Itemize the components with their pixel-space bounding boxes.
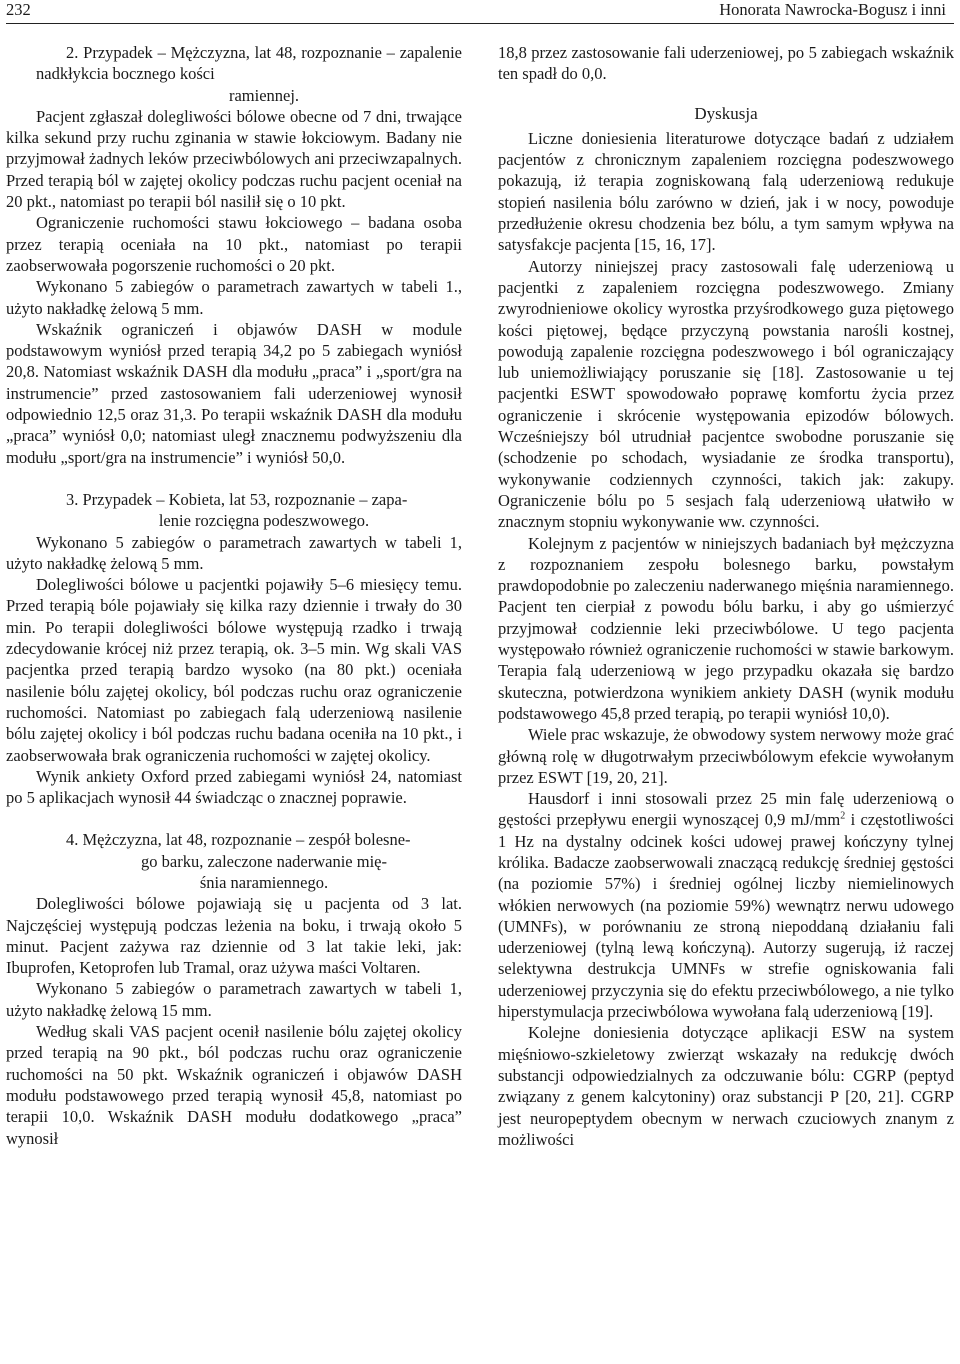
case4-heading: 4. Mężczyzna, lat 48, rozpoznanie – zespół bolesne- go barku, zaleczone naderwanie mię- śnia naramiennego. [6,829,462,893]
case4-paragraph-1: Dolegliwości bólowe pojawiają się u pacjenta od 3 lat. Najczęściej występują podczas leżenia na boku, i trwają około 5 minut. Pacjent zażywa raz dziennie od 3 lat takie leki, jak: Ibuprofen, Ketoprofen lub Tramal, oraz używa maści Voltaren. [6,894,462,978]
page-number: 232 [6,0,31,19]
discussion-paragraph-3: Kolejnym z pacjentów w niniejszych badaniach był mężczyzna z rozpoznaniem zespołu bolesnego barku, powstałym prawdopodobnie po zaleczeniu naderwanego mięśnia naramiennego. Pacjent ten cierpiał z powodu bólu barku, i aby go uśmierzyć przyjmował codziennie leki przeciwbólowe. U tego pacjenta występowało również ograniczenie ruchomości w stawie barkowym. Terapia falą uderzeniową w jego przypadku okazała się bardzo skuteczna, potwierdzona wynikiem ankiety DASH (wynik modułu podstawowego 45,8 przed terapią, po terapii wyniósł 10,0). [498,533,954,723]
superscript-2: 2 [840,810,846,822]
case4-heading-continuation-2: śnia naramiennego. [199,872,329,892]
case3-heading: 3. Przypadek – Kobieta, lat 53, rozpoznanie – zapa- lenie rozcięgna podeszwowego. [6,489,462,532]
continued-paragraph: 18,8 przez zastosowanie fali uderzeniowej, po 5 zabiegach wskaźnik ten spadł do 0,0. [498,43,954,84]
case2-paragraph-4: Wskaźnik ograniczeń i objawów DASH w module podstawowym wyniósł przed terapią 34,2 po 5 zabiegach wyniósł 20,8. Natomiast wskaźnik DASH dla modułu „praca” i „sport/gra na instrumencie” przed zastosowaniem fali uderzeniowej wynosił odpowiednio 12,5 oraz 31,3. Po terapii wskaźnik DASH dla modułu „praca” wyniósł 0,0; natomiast uległ znacznemu podwyższeniu dla modułu „sport/gra na instrumencie” i wyniósł 50,0. [6,319,462,467]
section-title-dyskusja: Dyskusja [694,103,758,123]
case4-paragraph-3: Według skali VAS pacjent ocenił nasilenie bólu zajętej okolicy przed terapią na 90 pkt., ból podczas ruchu oraz ograniczenie ruchomości na 50 pkt. Wskaźnik ograniczeń i objawów DASH modułu podstawowego przed terapią wynosił 45,8, natomiast po terapii 10,0. Wskaźnik DASH modułu dodatkowego „praca” wynosił [6,1022,462,1148]
case2-heading-continuation: ramiennej. [228,85,300,105]
case2-paragraph-1: Pacjent zgłaszał dolegliwości bólowe obecne od 7 dni, trwające kilka sekund przy ruchu zginania w stawie łokciowym. Badany nie przyjmował żadnych leków przeciwbólowych ani przeciwzapalnych. Przed terapią ból w zajętej okolicy podczas ruchu pacjent oceniał na 20 pkt., natomiast po terapii ból nasilił się o 10 pkt. [6,106,462,212]
discussion-paragraph-5: Hausdorf i inni stosowali przez 25 min falę uderzeniową o gęstości przepływu energii wynoszącej 0,9 $mJ/mm^2$ i częstotliwości 1 Hz na dystalny odcinek kości udowej prawej kończyny tylnej królika. Badacze zaobserwowali znaczącą redukcję średniej gęstości (na poziomie 57%) i średniej ogólnej liczby niemielinowych włókien nerwowych (na poziomie 59%) wewnątrz nerwu udowego (UMNFs), w porównaniu ze stroną niepoddaną działaniu fali uderzeniowej (tylną lewą kończyną). Autorzy sugerują, iż raczej selektywna destrukcja UMNFs w strefie ogniskowania fali uderzeniowej przyczynia się do efektu przeciwbólowego, a nie tylko hiperstymulacja przeciwbólowa wywołana falą uderzeniową [19]. [498,789,954,1022]
discussion-paragraph-6: Kolejne doniesienia dotyczące aplikacji ESW na system mięśniowo-szkieletowy zwierząt wskazały na redukcję dwóch substancji odpowiedzialnych za odczuwanie bólu: CGRP (peptyd związany z genem kalcytoniny) oraz substancji P [20, 21]. CGRP jest neuropeptydem obecnym w nerwach czuciowych znanym z możliwości [498,1023,954,1149]
case3-paragraph-2: Dolegliwości bólowe u pacjentki pojawiły 5–6 miesięcy temu. Przed terapią bóle pojawiały się kilka razy dziennie i trwały do 30 min. Po terapii dolegliwości bólowe występują rzadko i trwają zdecydowanie krócej niż przez terapią, ok. 3–5 min. Wg skali VAS pacjentka przed terapią bardzo wysoko (na 80 pkt.) oceniała nasilenie bólu zajętej okolicy, ból podczas ruchu oraz ograniczenie ruchomości. Natomiast po zabiegach falą uderzeniową nasilenie bólu zajętej okolicy i ból podczas ruchu badana oceniła na 10 pkt., i zaobserwowała brak ograniczenia ruchomości w zajętej okolicy. [6,575,462,765]
case4-paragraph-2: Wykonano 5 zabiegów o parametrach zawartych w tabeli 1, użyto nakładkę żelową 15 mm. [6,979,462,1020]
discussion-paragraph-4: Wiele prac wskazuje, że obwodowy system nerwowy może grać główną rolę w długotrwałym przeciwbólowym efekcie wywołanym przez ESWT [19, 20, 21]. [498,725,954,787]
discussion-paragraph-2: Autorzy niniejszej pracy zastosowali falę uderzeniową u pacjentki z zapaleniem rozcięgna podeszwowego. Zmiany zwyrodnieniowe okolicy wyrostka przyśrodkowego guza piętowego kości piętowej, będące przyczyną powstania narośli kostnej, powodują zapalenie rozcięgna podeszwowego i ból ograniczający lub uniemożliwiający poruszanie się [18]. Zastosowanie u tej pacjentki ESWT spowodowało poprawę komfortu życia przez ograniczenie i skrócenie występowania epizodów bólowych. Wcześniejszy ból utrudniał pacjentce swobodne poruszanie się (schodzenie po schodach, wysiadanie ze środka transportu), wykonywanie codziennych czynności, takich jak: zakupy. Ograniczenie bólu po 5 sesjach falą uderzeniową ułatwiło w znacznym stopniu wykonywanie ww. czynności. [498,256,954,532]
running-title: Honorata Nawrocka-Bogusz i inni [719,0,946,19]
page-header [6,0,954,22]
right-column [498,42,954,1150]
case4-heading-continuation-1: go barku, zaleczone naderwanie mię- [141,851,387,871]
case2-paragraph-2: Ograniczenie ruchomości stawu łokciowego – badana osoba przez terapią oceniała na 10 pkt., natomiast po terapii zaobserwowała pogorszenie ruchomości o 20 pkt. [6,213,462,275]
case2-heading: 2. Przypadek – Mężczyzna, lat 48, rozpoznanie – zapalenie nadkłykcia bocznego kości ramiennej. [36,43,462,105]
left-column [6,42,462,1149]
case2-paragraph-3: Wykonano 5 zabiegów o parametrach zawartych w tabeli 1., użyto nakładkę żelową 5 mm. [6,277,462,318]
case3-paragraph-1: Wykonano 5 zabiegów o parametrach zawartych w tabeli 1, użyto nakładkę żelową 5 mm. [6,532,462,573]
discussion-paragraph-1: Liczne doniesienia literaturowe dotyczące badań z udziałem pacjentów z chronicznym zapaleniem rozcięgna podeszwowego pokazują, iż terapia zogniskowaną falą uderzeniową redukuje stopień nasilenia bólu zarówno w dzień, jak i w nocy, powoduje przedłużenie okresu chodzenia bez bólu, a tym samym wpływa na satysfakcje pacjenta [15, 16, 17]. [498,128,954,255]
case3-paragraph-3: Wynik ankiety Oxford przed zabiegami wyniósł 24, natomiast po 5 aplikacjach wynosił 44 świadcząc o znacznej poprawie. [6,766,462,808]
header-rule [6,23,954,24]
case3-heading-continuation: lenie rozcięgna podeszwowego. [158,511,370,531]
